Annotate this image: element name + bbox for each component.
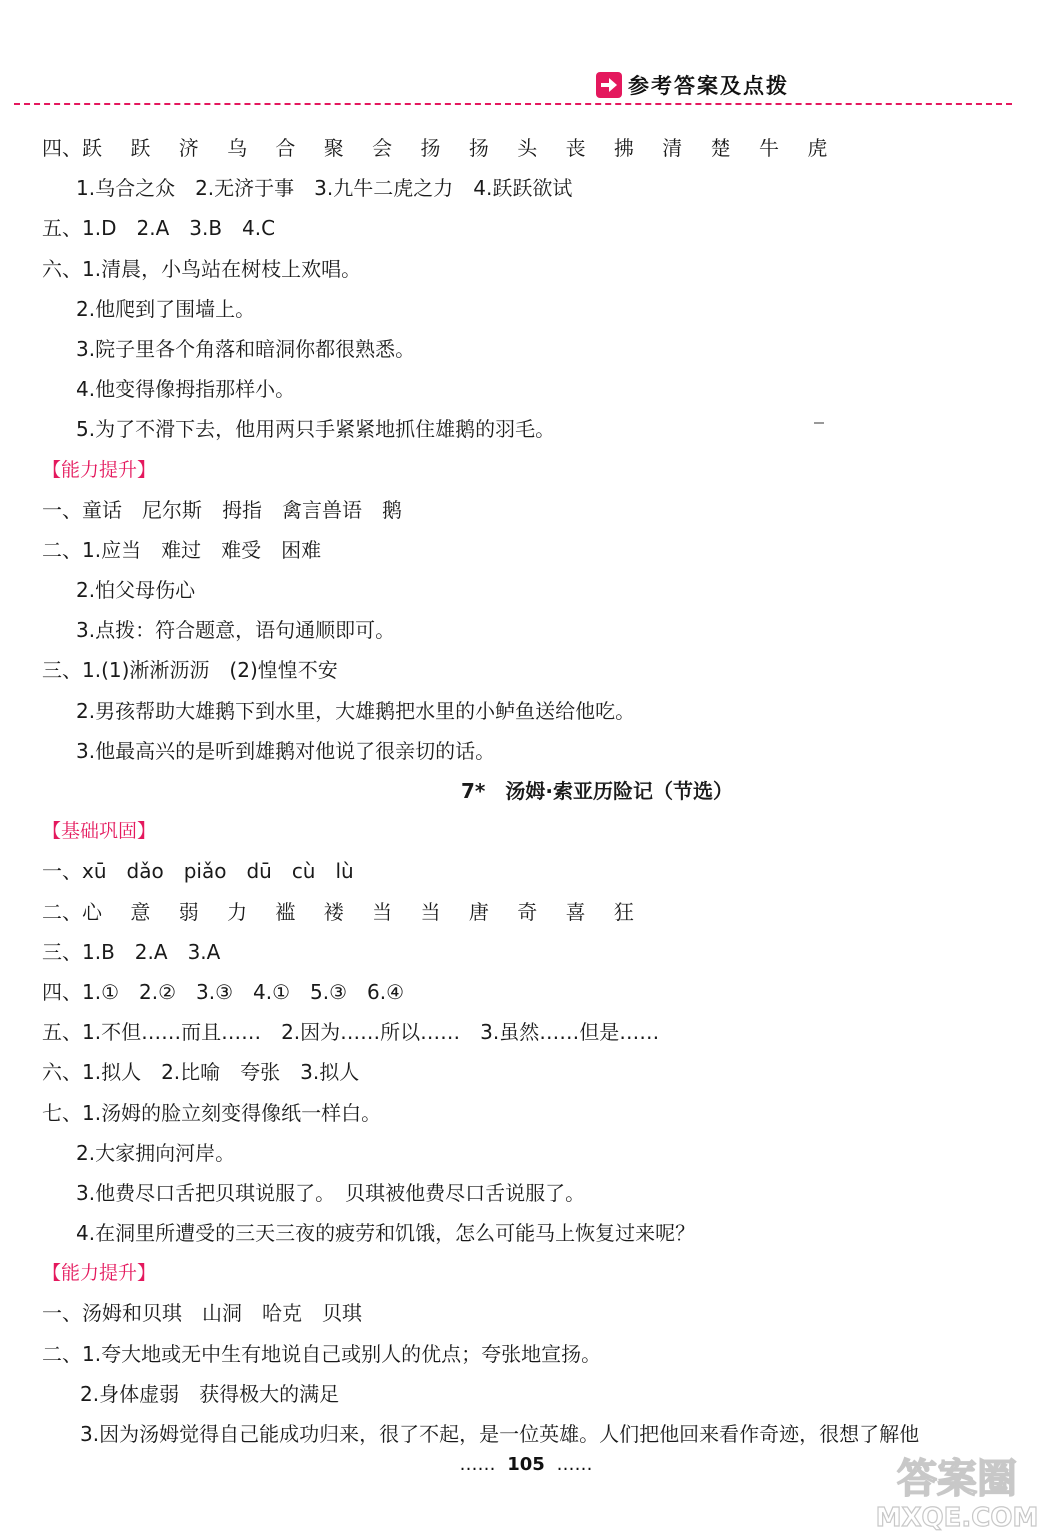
page-number-value: 105 <box>507 1454 545 1475</box>
answer-line: 二、1.夸大地或无中生有地说自己或别人的优点；夸张地宣扬。 <box>42 1341 602 1366</box>
answer-line: 一、童话 尼尔斯 拇指 禽言兽语 鹅 <box>42 497 402 522</box>
answer-line: 四、跃 跃 济 乌 合 聚 会 扬 扬 头 丧 拂 清 楚 牛 虎 <box>42 136 828 160</box>
answer-line: 二、1.应当 难过 难受 困难 <box>42 537 322 562</box>
answer-line: 三、1.(1)淅淅沥沥 (2)惶惶不安 <box>42 658 338 683</box>
answer-line: 3.因为汤姆觉得自己能成功归来，很了不起，是一位英雄。人们把他回来看作奇迹，很想了解他 <box>80 1422 920 1446</box>
answer-line: 2.大家拥向河岸。 <box>76 1140 236 1165</box>
watermark-top-text: 答案圈 <box>897 1456 1017 1502</box>
answer-line: 六、1.清晨，小鸟站在树枝上欢唱。 <box>42 256 362 281</box>
page-header <box>596 70 789 100</box>
answer-line: 三、1.B 2.A 3.A <box>42 939 221 964</box>
watermark-bottom-text: MXQE.COM <box>875 1503 1039 1532</box>
answer-line: 5.为了不滑下去，他用两只手紧紧地抓住雄鹅的羽毛。 <box>76 417 556 442</box>
answer-line: 1.乌合之众 2.无济于事 3.九牛二虎之力 4.跃跃欲试 <box>76 176 573 201</box>
answer-line: 3.点拨：符合题意，语句通顺即可。 <box>76 618 396 643</box>
lesson-title: 7* 汤姆·索亚历险记（节选） <box>461 779 733 803</box>
page-dots-left: …… <box>459 1454 496 1475</box>
answer-line: 2.男孩帮助大雄鹅下到水里，大雄鹅把水里的小鲈鱼送给他吃。 <box>76 698 636 723</box>
watermark-logo <box>872 1446 1042 1532</box>
answer-line: 2.身体虚弱 获得极大的满足 <box>80 1381 340 1406</box>
answer-line: 一、汤姆和贝琪 山洞 哈克 贝琪 <box>42 1301 362 1326</box>
answer-line: 二、心 意 弱 力 褴 褛 当 当 唐 奇 喜 狂 <box>42 899 634 924</box>
answer-line: 一、xū dǎo piǎo dū cù lù <box>42 859 354 884</box>
answer-content <box>42 128 1002 1454</box>
answer-line: 七、1.汤姆的脸立刻变得像纸一样白。 <box>42 1100 382 1125</box>
page-dots-right: …… <box>556 1454 593 1475</box>
section-tag: 【能力提升】 <box>42 458 157 481</box>
section-tag: 【基础巩固】 <box>42 820 157 843</box>
section-tag: 【能力提升】 <box>42 1262 157 1285</box>
answer-line: 五、1.不但……而且…… 2.因为……所以…… 3.虽然……但是…… <box>42 1020 660 1045</box>
answer-line: 4.在洞里所遭受的三天三夜的疲劳和饥饿，怎么可能马上恢复过来呢？ <box>76 1221 696 1246</box>
answer-line: 2.怕父母伤心 <box>76 578 196 603</box>
answer-line: 3.他费尽口舌把贝琪说服了。 贝琪被他费尽口舌说服了。 <box>76 1180 586 1205</box>
answer-line: 2.他爬到了围墙上。 <box>76 296 256 321</box>
answer-line: 3.院子里各个角落和暗洞你都很熟悉。 <box>76 336 416 361</box>
answer-line: 4.他变得像拇指那样小。 <box>76 377 296 402</box>
arrow-right-icon <box>596 72 622 98</box>
header-divider <box>14 103 1012 105</box>
answer-line: 五、1.D 2.A 3.B 4.C <box>42 216 276 241</box>
answer-line: 3.他最高兴的是听到雄鹅对他说了很亲切的话。 <box>76 738 496 763</box>
answer-line: 四、1.① 2.② 3.③ 4.① 5.③ 6.④ <box>42 979 405 1004</box>
header-title: 参考答案及点拨 <box>628 74 789 98</box>
answer-line: 六、1.拟人 2.比喻 夸张 3.拟人 <box>42 1060 360 1085</box>
